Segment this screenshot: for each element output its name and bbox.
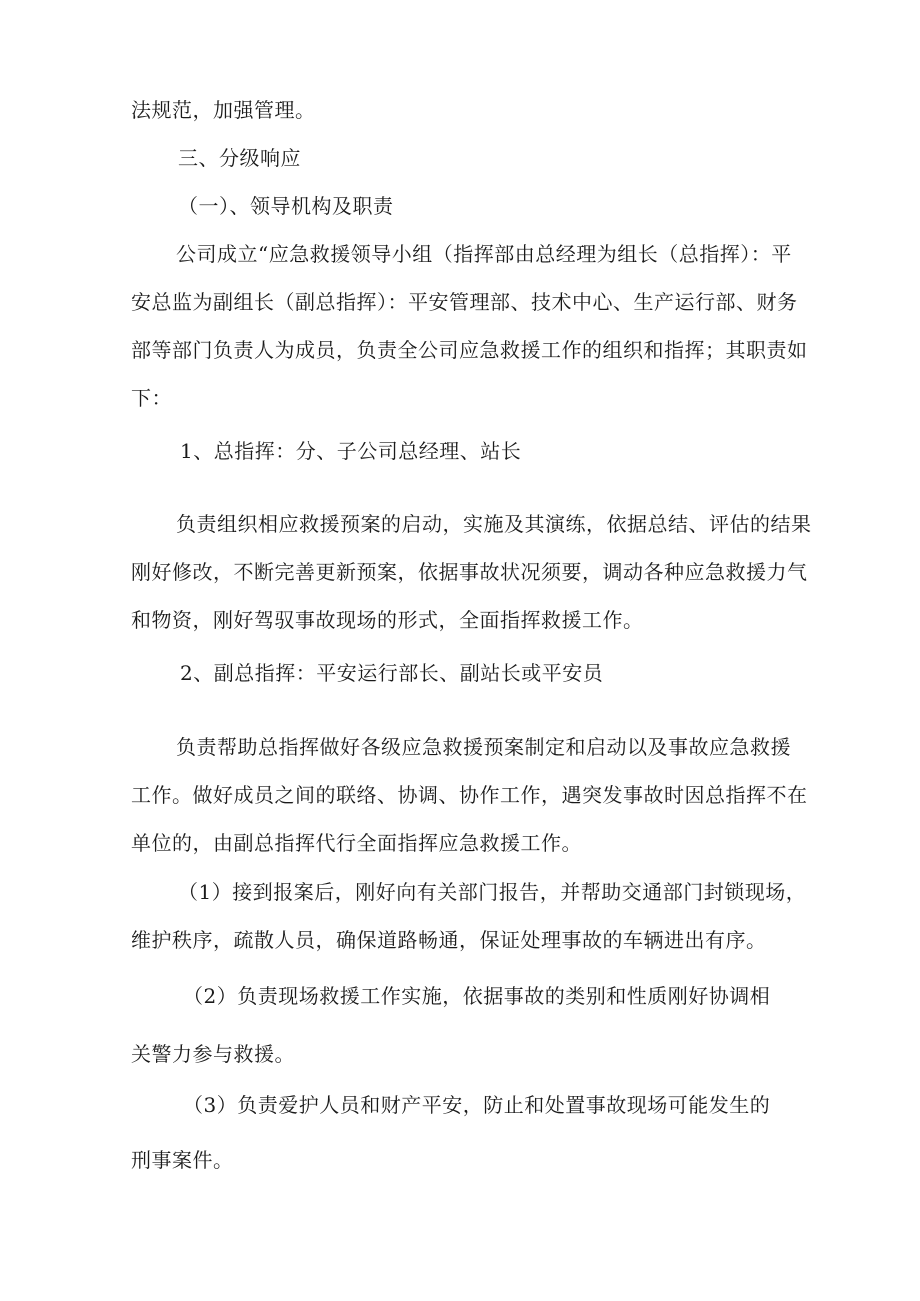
paragraph-line: 下：	[131, 386, 172, 410]
item-heading: 2、副总指挥：平安运行部长、副站长或平安员	[180, 661, 604, 685]
section-heading: 三、分级响应	[178, 146, 301, 170]
paragraph-line: 法规范，加强管理。	[131, 98, 316, 122]
paragraph-line: 公司成立“应急救援领导小组（指挥部由总经理为组长（总指挥）：平	[176, 242, 792, 266]
list-item-line: （1）接到报案后，刚好向有关部门报告，并帮助交通部门封锁现场，	[178, 880, 807, 904]
paragraph-line: 和物资，刚好驾驭事故现场的形式，全面指挥救援工作。	[131, 608, 644, 632]
list-item-line: （3）负责爱护人员和财产平安，防止和处置事故现场可能发生的	[183, 1093, 771, 1117]
list-item-line: 关警力参与救援。	[131, 1042, 295, 1066]
paragraph-line: 安总监为副组长（副总指挥）：平安管理部、技术中心、生产运行部、财务	[131, 290, 798, 314]
item-heading: 1、总指挥：分、子公司总经理、站长	[180, 439, 522, 463]
paragraph-line: 单位的，由副总指挥代行全面指挥应急救援工作。	[131, 831, 582, 855]
list-item-line: 维护秩序，疏散人员，确保道路畅通，保证处理事故的车辆进出有序。	[131, 928, 767, 952]
paragraph-line: 负责帮助总指挥做好各级应急救援预案制定和启动以及事故应急救援	[176, 735, 791, 759]
paragraph-line: 刚好修改，不断完善更新预案，依据事故状况须要，调动各种应急救援力气	[131, 560, 808, 584]
paragraph-line: 工作。做好成员之间的联络、协调、协作工作，遇突发事故时因总指挥不在	[131, 783, 808, 807]
list-item-line: （2）负责现场救援工作实施，依据事故的类别和性质刚好协调相	[183, 984, 771, 1008]
paragraph-line: 部等部门负责人为成员，负责全公司应急救援工作的组织和指挥；其职责如	[131, 338, 808, 362]
subsection-heading: （一）、领导机构及职责	[178, 194, 394, 218]
list-item-line: 刑事案件。	[131, 1148, 234, 1172]
paragraph-line: 负责组织相应救援预案的启动，实施及其演练，依据总结、评估的结果	[176, 512, 812, 536]
